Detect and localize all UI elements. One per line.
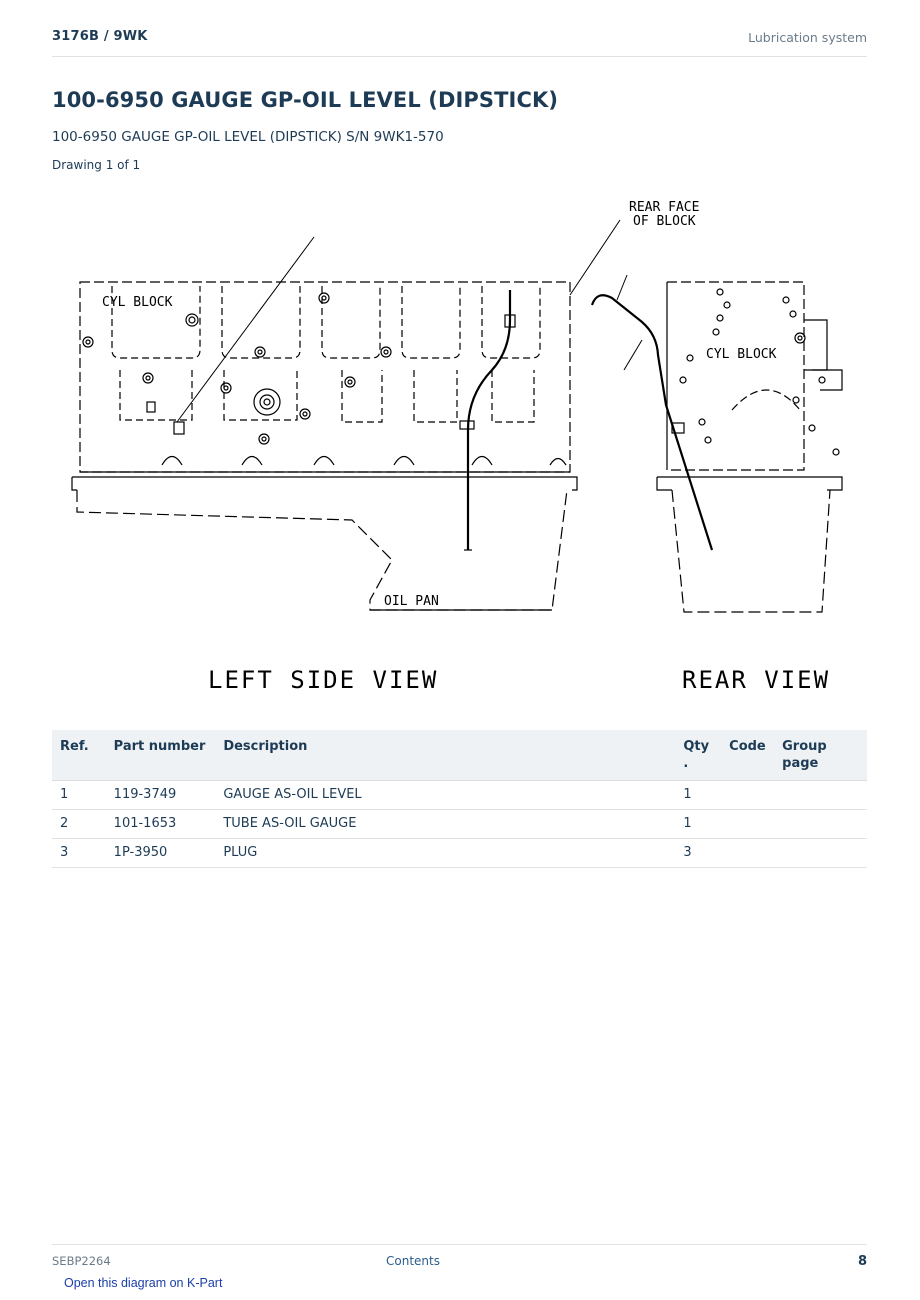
table-row: [52, 781, 867, 810]
section-name: Lubrication system: [748, 30, 867, 45]
col-qty: [675, 730, 721, 781]
cell-description: TUBE AS-OIL GAUGE: [215, 810, 675, 839]
cell-qty: 3: [675, 839, 721, 868]
page-footer: [52, 1244, 867, 1275]
col-code: Code: [721, 730, 774, 781]
parts-diagram: [52, 190, 867, 710]
cell-ref: 3: [52, 839, 106, 868]
cell-ref: 1: [52, 781, 106, 810]
cell-description: GAUGE AS-OIL LEVEL: [215, 781, 675, 810]
label-rear-view: REAR VIEW: [682, 666, 831, 694]
cell-part-number: 101-1653: [106, 810, 216, 839]
page-subtitle: 100-6950 GAUGE GP-OIL LEVEL (DIPSTICK) S/N 9WK1-570: [52, 129, 444, 145]
label-cyl-block-rear: CYL BLOCK: [706, 347, 777, 362]
col-group-line1: Group: [782, 739, 827, 754]
cell-qty: 1: [675, 781, 721, 810]
parts-table: [52, 730, 867, 868]
label-left-side-view: LEFT SIDE VIEW: [208, 666, 439, 694]
table-row: [52, 810, 867, 839]
col-group-page: [774, 730, 867, 781]
col-group-line2: page: [782, 756, 819, 771]
page-header: [52, 28, 867, 57]
label-oil-pan: OIL PAN: [384, 594, 439, 609]
cell-part-number: 119-3749: [106, 781, 216, 810]
cell-part-number: 1P-3950: [106, 839, 216, 868]
label-rear-face: REAR FACE: [629, 200, 700, 215]
cell-group-page: [774, 810, 867, 839]
open-kpart-link[interactable]: Open this diagram on K-Part: [64, 1276, 223, 1290]
contents-link[interactable]: Contents: [386, 1254, 440, 1268]
drawing-counter: Drawing 1 of 1: [52, 158, 141, 172]
cell-code: [721, 839, 774, 868]
cell-code: [721, 810, 774, 839]
page-title: 100-6950 GAUGE GP-OIL LEVEL (DIPSTICK): [52, 88, 559, 112]
col-qty-line2: .: [683, 756, 689, 771]
table-header-row: [52, 730, 867, 781]
cell-description: PLUG: [215, 839, 675, 868]
cell-code: [721, 781, 774, 810]
col-ref: Ref.: [52, 730, 106, 781]
label-cyl-block-left: CYL BLOCK: [102, 295, 173, 310]
cell-group-page: [774, 839, 867, 868]
page-number: 8: [857, 1254, 867, 1269]
model-serial: 3176B / 9WK: [52, 29, 148, 44]
cell-group-page: [774, 781, 867, 810]
col-qty-line1: Qty: [683, 739, 710, 754]
label-of-block: OF BLOCK: [633, 214, 696, 229]
document-id: SEBP2264: [52, 1254, 111, 1268]
cell-ref: 2: [52, 810, 106, 839]
cell-qty: 1: [675, 810, 721, 839]
col-description: Description: [215, 730, 675, 781]
col-part-number: Part number: [106, 730, 216, 781]
table-row: [52, 839, 867, 868]
